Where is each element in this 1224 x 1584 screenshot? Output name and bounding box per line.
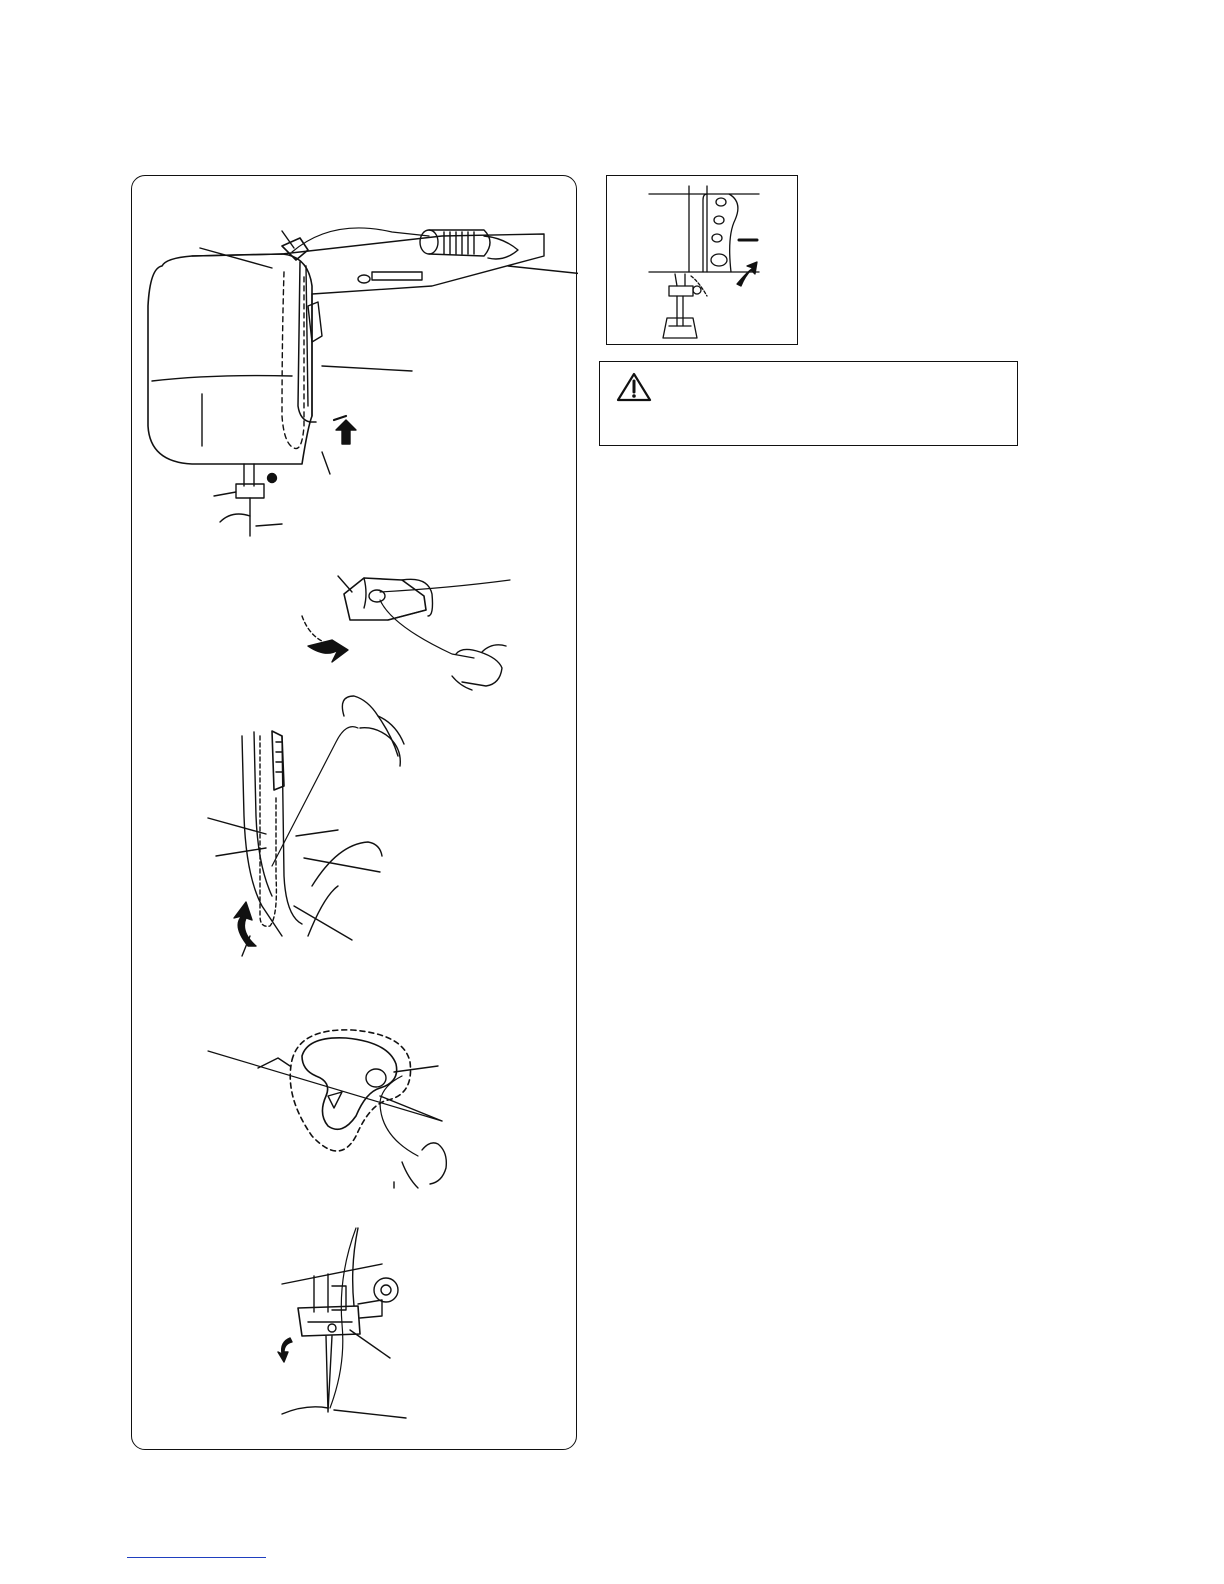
footer-rule — [127, 1557, 266, 1558]
take-up-channel-illustration — [208, 696, 404, 956]
warning-triangle-icon — [616, 372, 652, 402]
warning-box — [599, 361, 1018, 446]
thread-guide-illustration — [302, 576, 510, 690]
threading-illustration-panel — [131, 175, 577, 1450]
hook-guide-illustration — [208, 1030, 446, 1188]
machine-overview-illustration — [148, 228, 578, 536]
needle-position-inset — [606, 175, 798, 345]
needle-bar-guide-illustration — [278, 1228, 406, 1418]
